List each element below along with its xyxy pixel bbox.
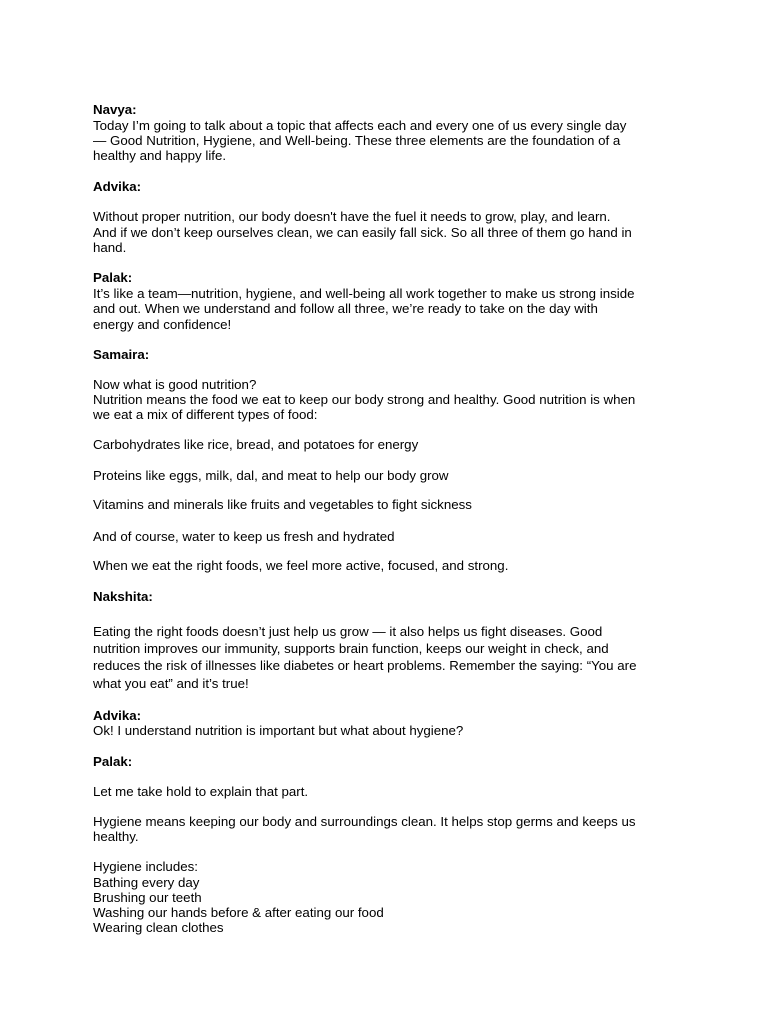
dialogue-line: nutrition improves our immunity, supports brain function, keeps our weight in check, and <box>93 641 609 656</box>
dialogue-line: Now what is good nutrition? <box>93 377 257 392</box>
dialogue-line: Ok! I understand nutrition is important but what about hygiene? <box>93 723 464 738</box>
dialogue-line: and out. When we understand and follow all three, we’re ready to take on the day with <box>93 301 598 316</box>
speaker-name: Navya: <box>93 102 137 117</box>
dialogue-line: When we eat the right foods, we feel more active, focused, and strong. <box>93 558 509 573</box>
dialogue-line: we eat a mix of different types of food: <box>93 407 318 422</box>
dialogue-line: Hygiene includes: <box>93 859 198 874</box>
dialogue-line: energy and confidence! <box>93 317 232 332</box>
dialogue-line: Carbohydrates like rice, bread, and potatoes for energy <box>93 437 419 452</box>
dialogue-line: Wearing clean clothes <box>93 920 224 935</box>
dialogue-line: Nutrition means the food we eat to keep our body strong and healthy. Good nutrition is when <box>93 392 636 407</box>
dialogue-line: healthy and happy life. <box>93 148 227 163</box>
dialogue-line: It’s like a team—nutrition, hygiene, and well-being all work together to make us strong inside <box>93 286 635 301</box>
dialogue-line: Bathing every day <box>93 875 200 890</box>
dialogue-line: Without proper nutrition, our body doesn't have the fuel it needs to grow, play, and learn. <box>93 209 611 224</box>
speaker-name: Palak: <box>93 270 133 285</box>
dialogue-line: hand. <box>93 240 127 255</box>
dialogue-line: what you eat” and it’s true! <box>93 676 249 691</box>
dialogue-line: Washing our hands before & after eating our food <box>93 905 384 920</box>
dialogue-line: Vitamins and minerals like fruits and vegetables to fight sickness <box>93 497 472 512</box>
speaker-name: Advika: <box>93 179 142 194</box>
dialogue-line: Brushing our teeth <box>93 890 202 905</box>
dialogue-line: Hygiene means keeping our body and surroundings clean. It helps stop germs and keeps us <box>93 814 636 829</box>
dialogue-line: Proteins like eggs, milk, dal, and meat to help our body grow <box>93 468 449 483</box>
dialogue-line: And if we don’t keep ourselves clean, we can easily fall sick. So all three of them go hand in <box>93 225 632 240</box>
dialogue-line: Today I’m going to talk about a topic that affects each and every one of us every single day <box>93 118 627 133</box>
dialogue-line: Eating the right foods doesn’t just help us grow — it also helps us fight diseases. Good <box>93 624 603 639</box>
speaker-name: Palak: <box>93 754 133 769</box>
speaker-name: Advika: <box>93 708 142 723</box>
dialogue-line: reduces the risk of illnesses like diabetes or heart problems. Remember the saying: “You are <box>93 658 637 673</box>
speaker-name: Nakshita: <box>93 589 153 604</box>
speaker-name: Samaira: <box>93 347 150 362</box>
dialogue-line: Let me take hold to explain that part. <box>93 784 309 799</box>
dialogue-line: healthy. <box>93 829 139 844</box>
dialogue-line: And of course, water to keep us fresh and hydrated <box>93 529 395 544</box>
dialogue-line: — Good Nutrition, Hygiene, and Well-being. These three elements are the foundation of a <box>93 133 621 148</box>
